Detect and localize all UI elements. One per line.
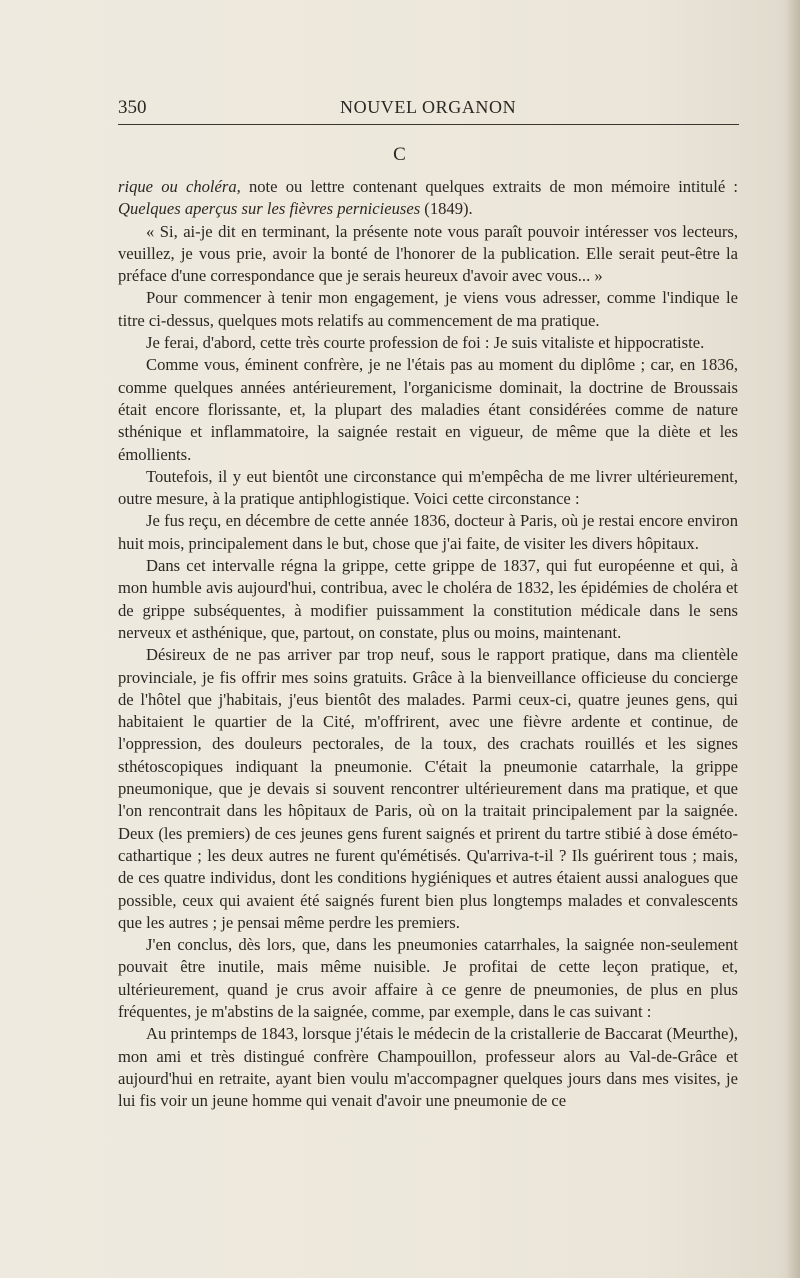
paragraph: Pour commencer à tenir mon engagement, je viens vous adresser, comme l'indique le titre ci-dessus, quelques mots relatifs au commencement de ma pratique. — [118, 288, 738, 330]
signature-mark: C — [393, 144, 407, 165]
page-number: 350 — [118, 97, 147, 118]
paragraph-tail: (1849). — [420, 199, 473, 219]
italic-lead: rique ou choléra, — [118, 177, 241, 196]
paragraph: Comme vous, éminent confrère, je ne l'étais pas au moment du diplôme ; car, en 1836, comme quelques années antérieurement, l'organicisme dominait, la doctrine de Broussais était encore florissante, et, la plupart des maladies étant considérées comme de nature sthénique et inflammatoire, la saignée restait en vigueur, de même que la diète et les émollients. — [118, 355, 738, 464]
page-edge-shadow — [786, 0, 800, 1278]
running-title: NOUVEL ORGANON — [340, 97, 517, 117]
paragraph: Toutefois, il y eut bientôt une circonstance qui m'empêcha de me livrer ultérieurement, outre mesure, à la pratique antiphlogistique. Voici cette circonstance : — [118, 466, 738, 509]
italic-title: Quelques aperçus sur les fièvres pernicieuses — [118, 199, 421, 219]
page-header — [118, 97, 738, 121]
paragraph — [118, 176, 738, 221]
paragraph: Au printemps de 1843, lorsque j'étais le médecin de la cristallerie de Baccarat (Meurthe), mon ami et très distingué confrère Champouillon, professeur alors au Val-de-Grâce et aujourd'hui en retraite, ayant bien voulu m'accompagner quelques jours dans mes visites, je lui fis voir un jeune homme qui venait d'avoir une pneumonie de ce — [118, 1024, 738, 1111]
paragraph: Dans cet intervalle régna la grippe, cette grippe de 1837, qui fut européenne et qui, à mon humble avis aujourd'hui, contribua, avec le choléra de 1832, les épidémies de choléra et de grippe subséquentes, à modifier puissamment la constitution médicale dans le sens nerveux et asthénique, que, partout, on constate, plus ou moins, maintenant. — [118, 556, 738, 642]
paragraph: Je ferai, d'abord, cette très courte profession de foi : Je suis vitaliste et hippocratiste. — [146, 333, 705, 353]
paragraph: Désireux de ne pas arriver par trop neuf, sous le rapport pratique, dans ma clientèle provinciale, je fis offrir mes soins gratuits. Grâce à la bienveillance officieuse du concierge de l'hôtel que j'habitais, j'eus bientôt des malades. Parmi ceux-ci, quatre jeunes gens, qui habitaient le quartier de la Cité, m'offrirent, avec une fièvre ardente et continue, de l'oppression, des douleurs pectorales, de la toux, des crachats rouillés et les signes sthétoscopiques indiquant la pneumonie. C'était la pneumonie catarrhale, la grippe pneumonique, que je devais si souvent rencontrer ultérieurement dans ma pratique, et que l'on rencontrait dans les hôpitaux de Paris, où on la traitait principalement par la saignée. Deux (les premiers) de ces jeunes gens furent saignés et prirent du tartre stibié à dose éméto-cathartique ; les deux autres ne furent qu'émétisés. Qu'arriva-t-il ? Ils guérirent tous ; mais, de ces quatre individus, dont les conditions hygiéniques et autres étaient aussi analogues que possible, ceux qui avaient été saignés furent bien plus longtemps malades et convalescents que les autres ; je pensai même perdre les premiers. — [118, 645, 738, 932]
body-text — [118, 176, 738, 1112]
paragraph: Je fus reçu, en décembre de cette année 1836, docteur à Paris, où je restai encore environ huit mois, principalement dans le but, chose que j'ai faite, de visiter les divers hôpitaux. — [118, 511, 738, 553]
paragraph: J'en conclus, dès lors, que, dans les pneumonies catarrhales, la saignée non-seulement pouvait être inutile, mais même nuisible. Je profitai de cette leçon pratique, et, ultérieurement, quand je crus avoir affaire à ce genre de pneumonies, de plus en plus fréquentes, je m'abstins de la saignée, comme, par exemple, dans le cas suivant : — [118, 935, 738, 1021]
header-rule — [118, 124, 739, 125]
paragraph: « Si, ai-je dit en terminant, la présente note vous paraît pouvoir intéresser vos lecteurs, veuillez, je vous prie, avoir la bonté de l'honorer de la publication. Elle serait peut-être la préface d'une correspondance que je serais heureux d'avoir avec vous... » — [118, 221, 738, 286]
paragraph-text: note ou lettre contenant quelques extraits de mon mémoire intitulé : — [240, 177, 738, 196]
